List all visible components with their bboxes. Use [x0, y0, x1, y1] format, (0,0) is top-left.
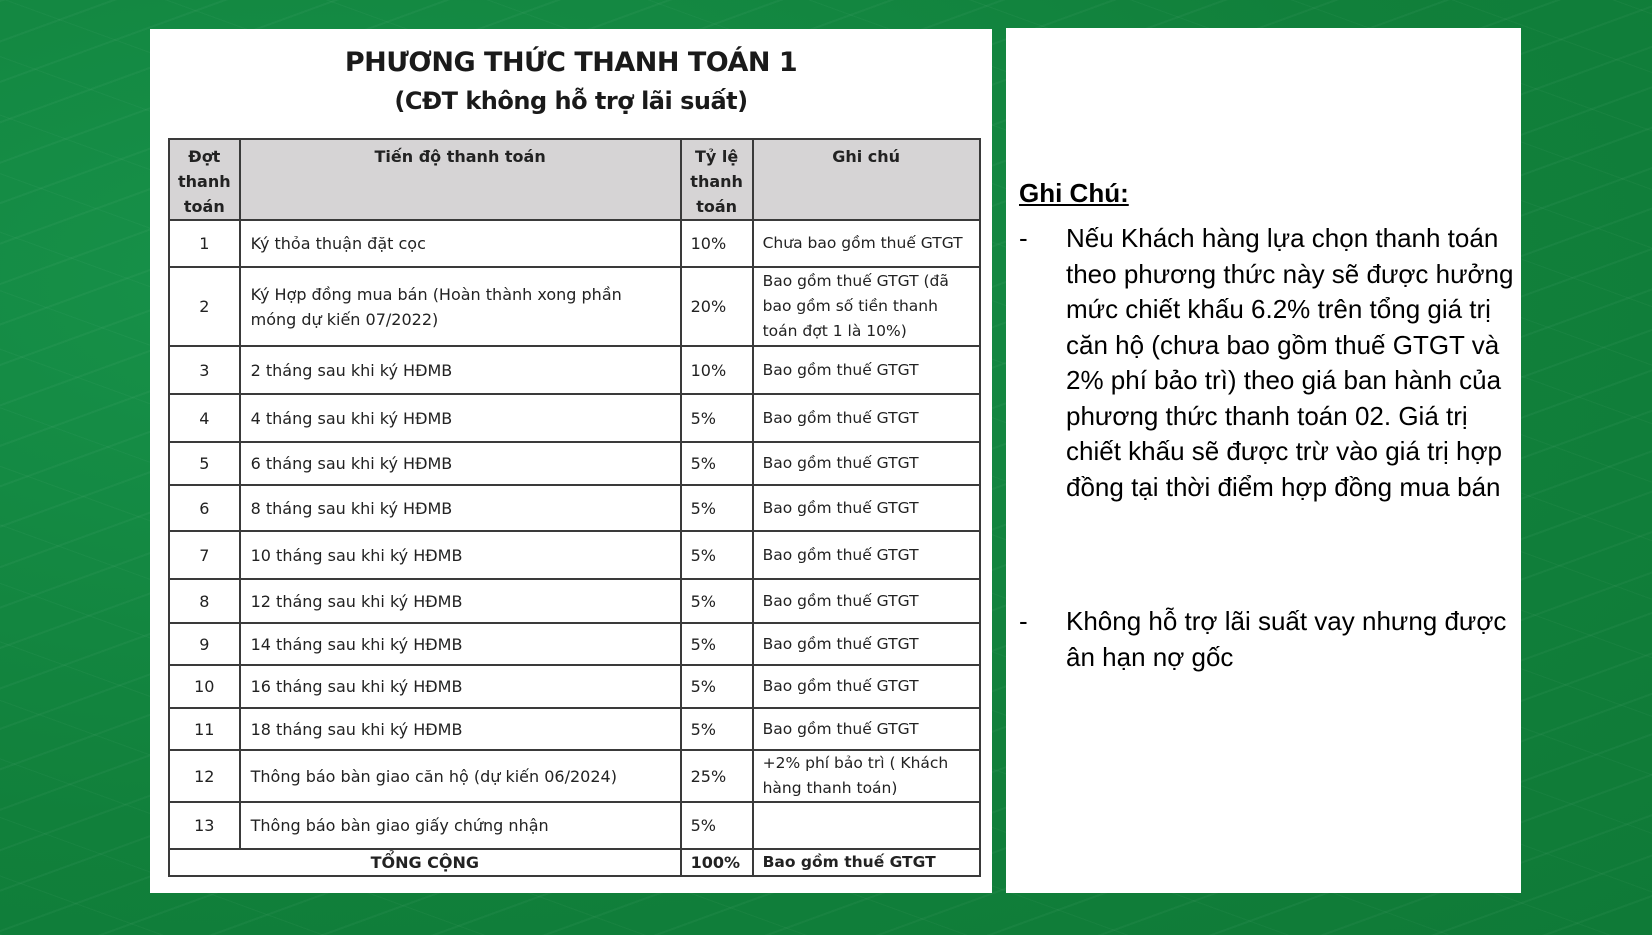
table-row [169, 346, 980, 394]
cell-rate: 5% [681, 802, 753, 849]
table-row [169, 220, 980, 267]
cell-installment: 3 [169, 346, 240, 394]
cell-rate: 5% [681, 708, 753, 750]
cell-installment: 11 [169, 708, 240, 750]
cell-installment: 6 [169, 485, 240, 531]
cell-note: Bao gồm thuế GTGT [753, 346, 980, 394]
cell-schedule: 4 tháng sau khi ký HĐMB [240, 394, 681, 442]
header-note: Ghi chú [753, 139, 980, 220]
cell-note [753, 802, 980, 849]
cell-schedule: 10 tháng sau khi ký HĐMB [240, 531, 681, 579]
table-row [169, 802, 980, 849]
table-row [169, 531, 980, 579]
cell-rate: 5% [681, 394, 753, 442]
cell-note: Chưa bao gồm thuế GTGT [753, 220, 980, 267]
cell-rate: 10% [681, 220, 753, 267]
table-row [169, 665, 980, 708]
table-total-row [169, 849, 980, 876]
notes-title: Ghi Chú: [1019, 178, 1129, 208]
header-schedule: Tiến độ thanh toán [240, 139, 681, 220]
cell-rate: 5% [681, 623, 753, 665]
table-row [169, 623, 980, 665]
cell-note: Bao gồm thuế GTGT (đã bao gồm số tiền thanh toán đợt 1 là 10%) [753, 267, 980, 346]
cell-installment: 10 [169, 665, 240, 708]
cell-note: Bao gồm thuế GTGT [753, 394, 980, 442]
cell-schedule: 6 tháng sau khi ký HĐMB [240, 442, 681, 485]
cell-schedule: 8 tháng sau khi ký HĐMB [240, 485, 681, 531]
cell-schedule: 18 tháng sau khi ký HĐMB [240, 708, 681, 750]
cell-rate: 5% [681, 442, 753, 485]
table-row [169, 750, 980, 802]
table-row [169, 485, 980, 531]
cell-installment: 2 [169, 267, 240, 346]
cell-rate: 5% [681, 665, 753, 708]
cell-installment: 4 [169, 394, 240, 442]
note-text: Không hỗ trợ lãi suất vay nhưng được ân hạn nợ gốc [1066, 606, 1507, 672]
table-header-row [169, 139, 980, 220]
table-row [169, 442, 980, 485]
cell-note: +2% phí bảo trì ( Khách hàng thanh toán) [753, 750, 980, 802]
total-label: TỔNG CỘNG [169, 849, 681, 876]
cell-note: Bao gồm thuế GTGT [753, 665, 980, 708]
cell-schedule: Thông báo bàn giao giấy chứng nhận [240, 802, 681, 849]
cell-schedule: 12 tháng sau khi ký HĐMB [240, 579, 681, 623]
cell-installment: 13 [169, 802, 240, 849]
table-row [169, 579, 980, 623]
cell-note: Bao gồm thuế GTGT [753, 623, 980, 665]
table-row [169, 394, 980, 442]
cell-schedule: Thông báo bàn giao căn hộ (dự kiến 06/2024) [240, 750, 681, 802]
header-installment: Đợt thanh toán [169, 139, 240, 220]
cell-schedule: Ký thỏa thuận đặt cọc [240, 220, 681, 267]
header-rate: Tỷ lệ thanh toán [681, 139, 753, 220]
cell-rate: 5% [681, 579, 753, 623]
page-subtitle: (CĐT không hỗ trợ lãi suất) [394, 87, 748, 115]
cell-installment: 8 [169, 579, 240, 623]
table-row [169, 267, 980, 346]
cell-note: Bao gồm thuế GTGT [753, 579, 980, 623]
bullet-dash-icon: - [1019, 606, 1028, 636]
cell-note: Bao gồm thuế GTGT [753, 485, 980, 531]
cell-rate: 25% [681, 750, 753, 802]
cell-note: Bao gồm thuế GTGT [753, 442, 980, 485]
cell-rate: 10% [681, 346, 753, 394]
cell-installment: 12 [169, 750, 240, 802]
cell-note: Bao gồm thuế GTGT [753, 708, 980, 750]
payment-schedule-panel [150, 29, 992, 893]
notes-panel [1006, 28, 1521, 893]
payment-schedule-table [168, 138, 981, 877]
cell-note: Bao gồm thuế GTGT [753, 531, 980, 579]
total-note: Bao gồm thuế GTGT [753, 849, 980, 876]
cell-rate: 20% [681, 267, 753, 346]
total-rate: 100% [681, 849, 753, 876]
cell-rate: 5% [681, 531, 753, 579]
note-text: Nếu Khách hàng lựa chọn thanh toán theo phương thức này sẽ được hưởng mức chiết khấu 6.2% trên tổng giá trị căn hộ (chưa bao gồm thuế GTGT và 2% phí bảo trì) theo giá ban hành của phương thức thanh toán 02. Giá trị chiết khấu sẽ được trừ vào giá trị hợp đồng tại thời điểm hợp đồng mua bán [1066, 223, 1514, 502]
cell-installment: 1 [169, 220, 240, 267]
cell-installment: 9 [169, 623, 240, 665]
cell-schedule: 14 tháng sau khi ký HĐMB [240, 623, 681, 665]
cell-schedule: Ký Hợp đồng mua bán (Hoàn thành xong phần móng dự kiến 07/2022) [240, 267, 681, 346]
cell-schedule: 2 tháng sau khi ký HĐMB [240, 346, 681, 394]
table-row [169, 708, 980, 750]
cell-installment: 5 [169, 442, 240, 485]
page-title: PHƯƠNG THỨC THANH TOÁN 1 [344, 47, 798, 78]
cell-rate: 5% [681, 485, 753, 531]
bullet-dash-icon: - [1019, 223, 1028, 253]
cell-installment: 7 [169, 531, 240, 579]
cell-schedule: 16 tháng sau khi ký HĐMB [240, 665, 681, 708]
